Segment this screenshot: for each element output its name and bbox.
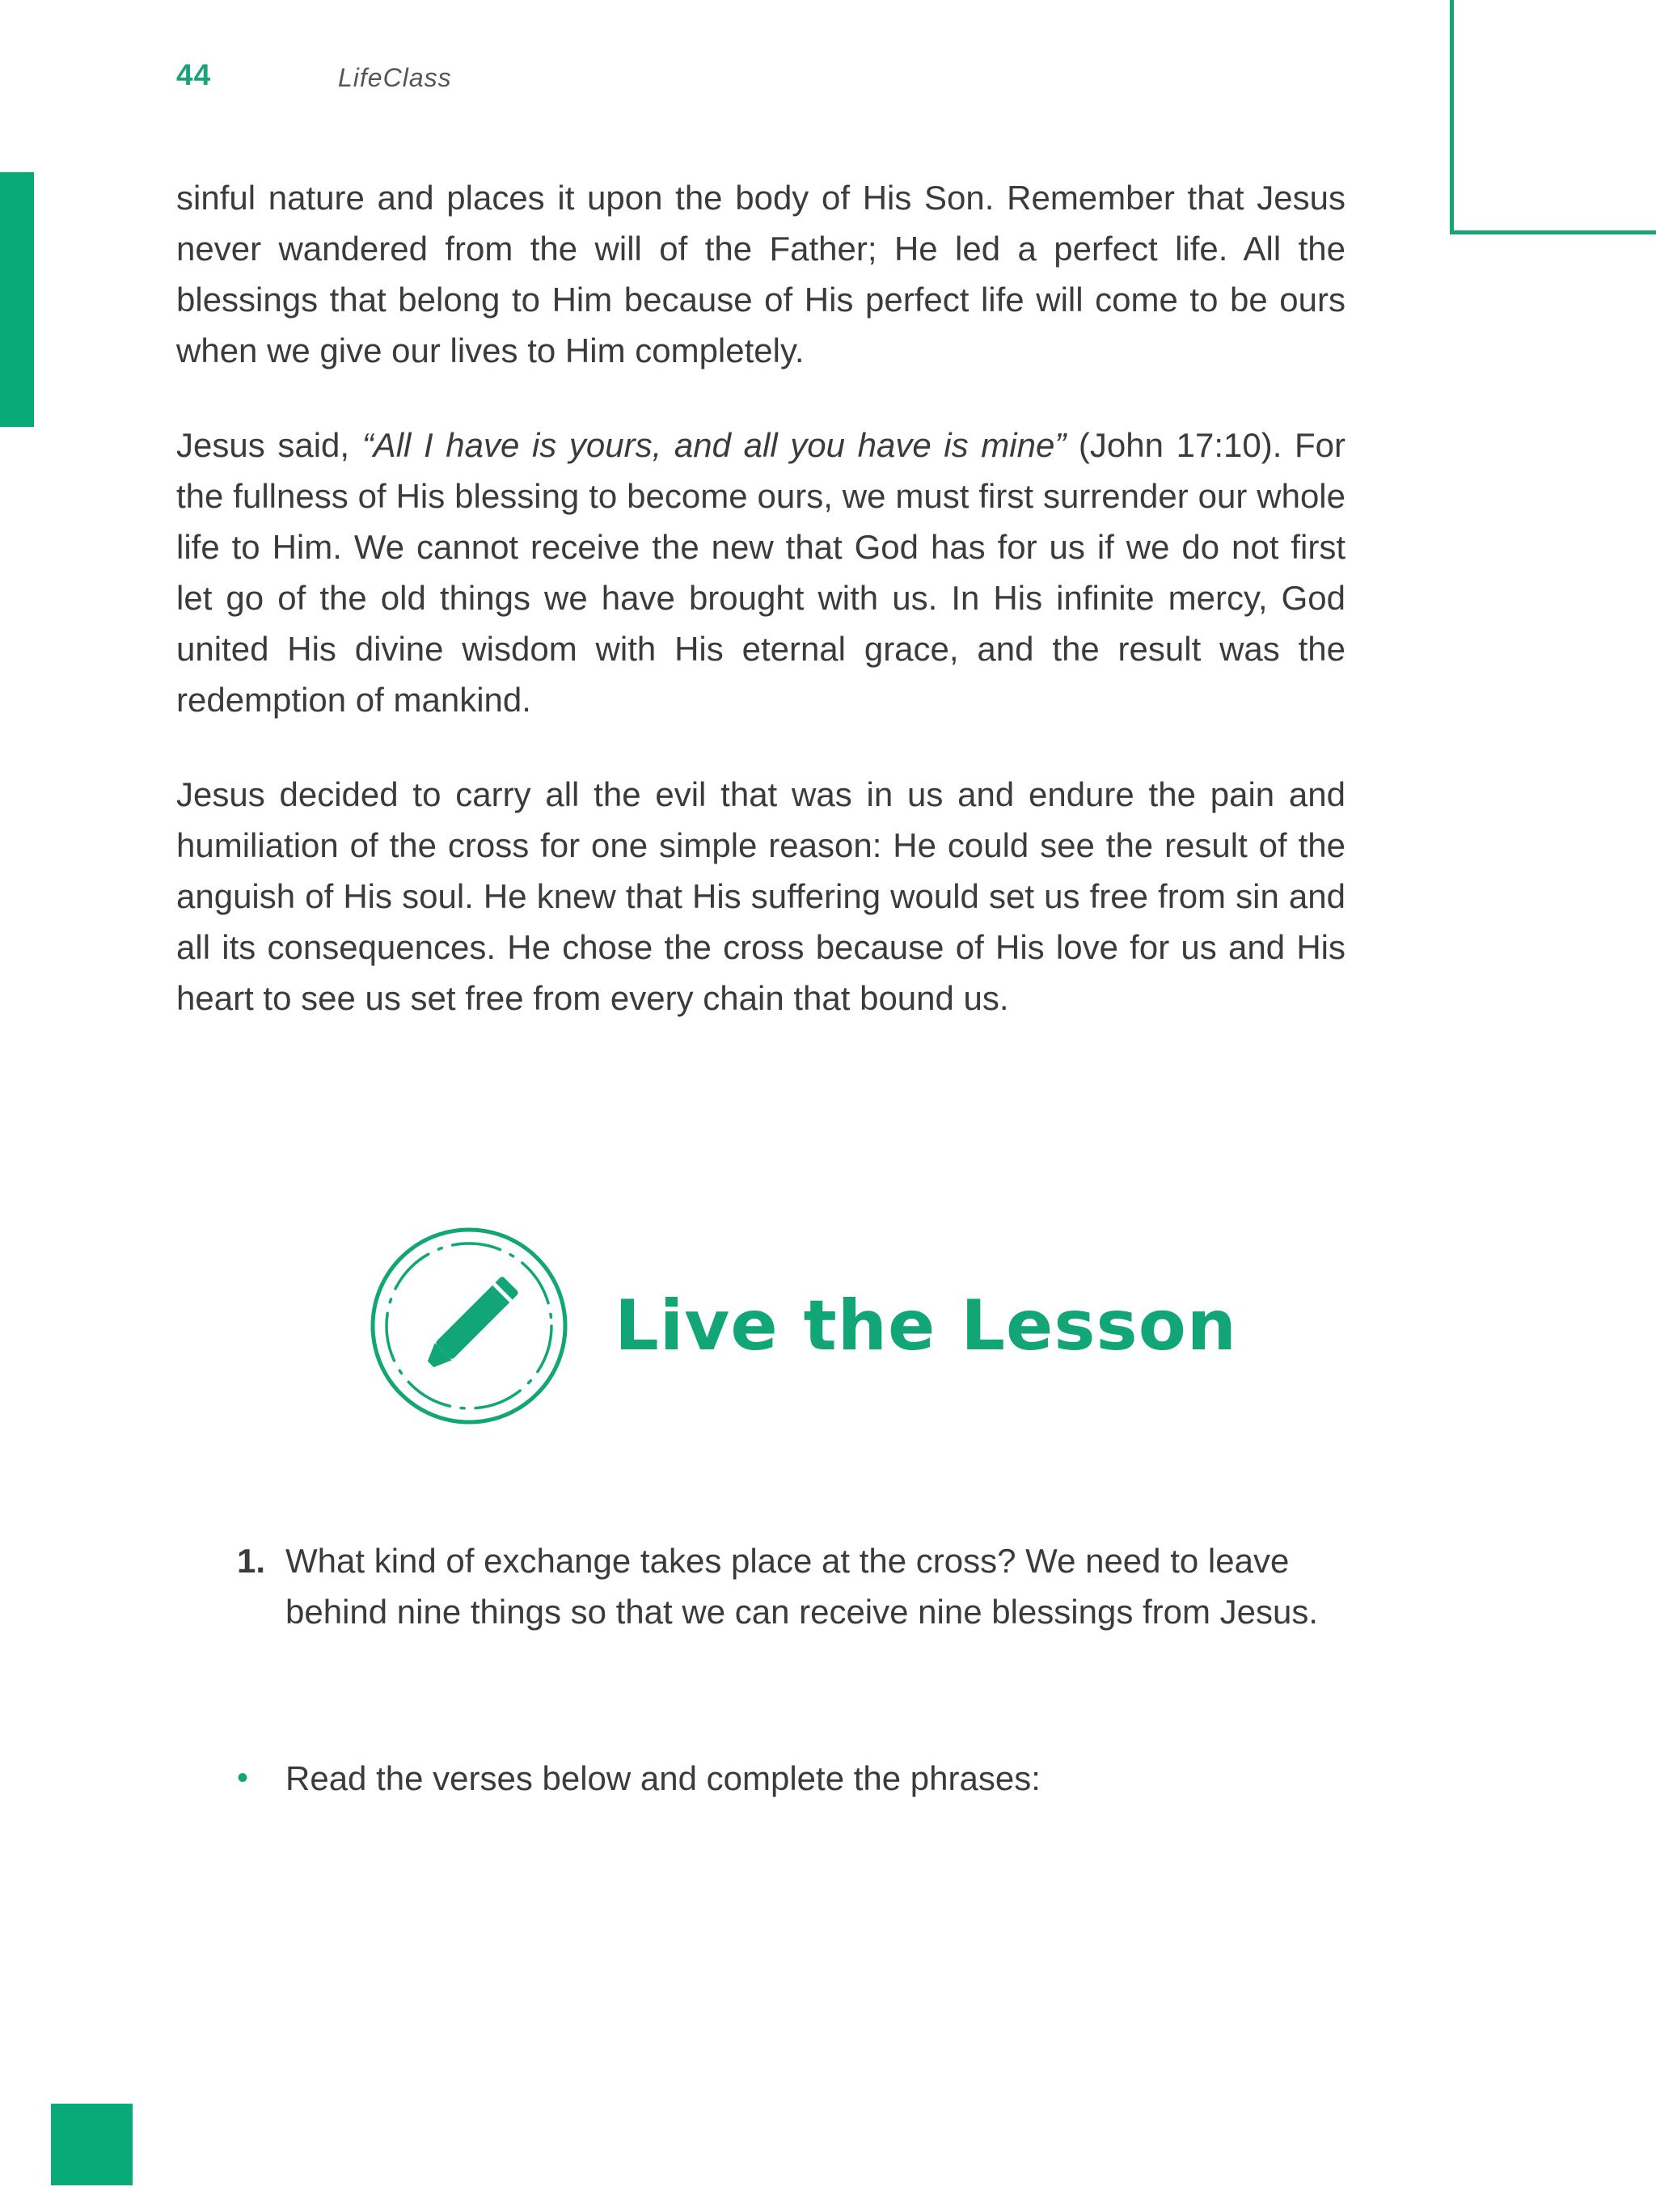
corner-frame bbox=[1450, 0, 1656, 234]
question-text: What kind of exchange takes place at the cross? We need to leave behind nine things so that we can receive nine blessings from Jesus. bbox=[285, 1542, 1319, 1631]
paragraph-2-intro: Jesus said, bbox=[176, 426, 362, 464]
section-header bbox=[368, 1225, 1237, 1427]
paragraph-2-rest: (John 17:10). For the fullness of His blessing to become ours, we must first surrender our whole life to Him. We cannot receive the new that God has for us if we do not first let go of the old things we have brought with us. In His infinite mercy, God united His divine wisdom with His eternal grace, and the result was the redemption of mankind. bbox=[176, 426, 1346, 719]
body-paragraph-1: sinful nature and places it upon the body of His Son. Remember that Jesus never wandered from the will of the Father; He led a perfect life. All the blessings that belong to Him because of His perfect life will come to be ours when we give our lives to Him completely. bbox=[176, 179, 1346, 369]
instruction-text: Read the verses below and complete the phrases: bbox=[285, 1759, 1041, 1797]
side-accent-bar bbox=[0, 172, 34, 427]
section-title: Live the Lesson bbox=[615, 1285, 1238, 1366]
pencil-icon bbox=[368, 1225, 570, 1427]
bullet-icon: • bbox=[237, 1760, 249, 1796]
exercise-instruction bbox=[237, 1753, 1346, 1804]
body-paragraph-3: Jesus decided to carry all the evil that was in us and endure the pain and humiliation of the cross for one simple reason: He could see the result of the anguish of His soul. He knew that His suffering would set us free from sin and all its consequences. He chose the cross because of His love for us and His heart to see us set free from every chain that bound us. bbox=[176, 775, 1346, 1017]
bottom-accent-square bbox=[51, 2104, 133, 2185]
exercise-question bbox=[237, 1535, 1346, 1637]
page-number: 44 bbox=[176, 58, 212, 91]
running-title: LifeClass bbox=[338, 63, 452, 92]
scripture-quote: “All I have is yours, and all you have is mine” bbox=[361, 426, 1067, 464]
question-number: 1. bbox=[237, 1542, 266, 1580]
body-paragraph-2 bbox=[176, 420, 1346, 725]
